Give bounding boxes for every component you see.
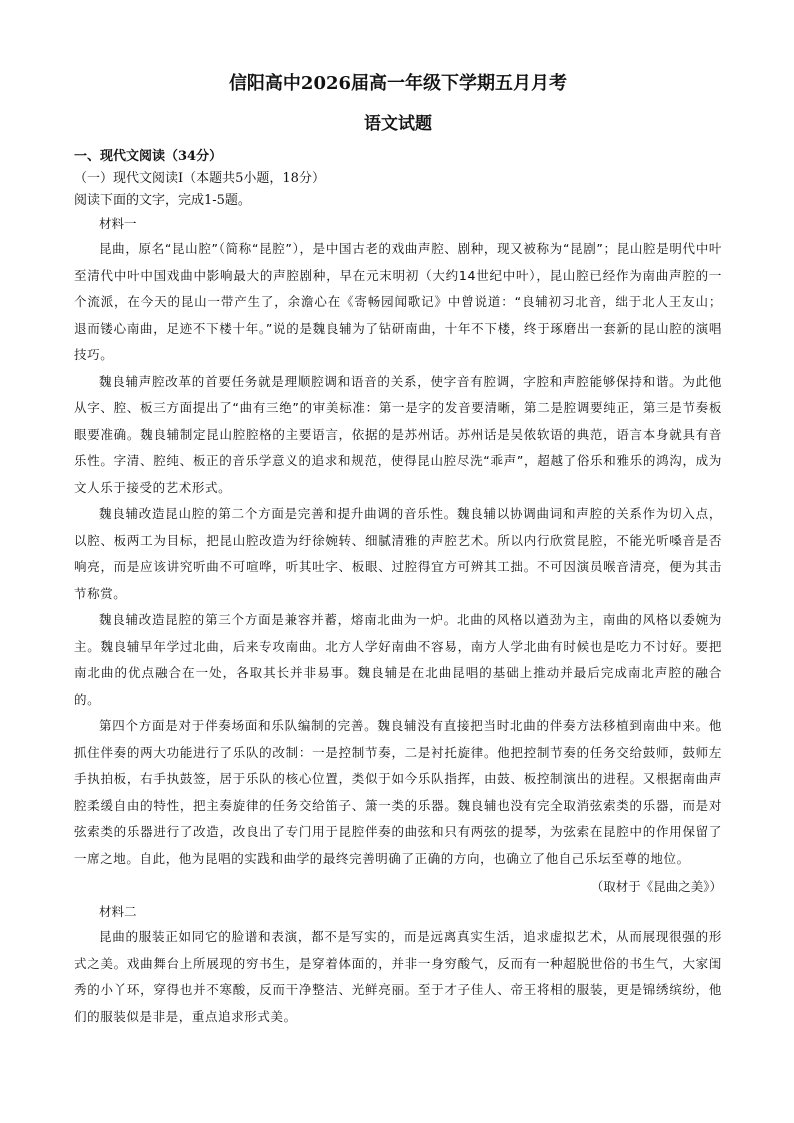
material-one-source: （取材于《昆曲之美》） (590, 879, 722, 894)
material-two-label: 材料二 (99, 904, 137, 919)
part-heading: （一）现代文阅读Ⅰ（本题共5小题，18分） (74, 171, 325, 186)
section-heading: 一、现代文阅读（34分） (74, 149, 223, 164)
exam-subtitle: 语文试题 (364, 114, 432, 134)
material-one-paragraph: 第四个方面是对于伴奏场面和乐队编制的完善。魏良辅没有直接把当时北曲的伴奏方法移植到南曲中来。他抓住伴奏的两大功能进行了乐队的改制：一是控制节奏，二是衬托旋律。他把控制节奏的任务交给鼓师，鼓师左手执拍板，右手执鼓签，居于乐队的核心位置，类似于如今乐队指挥，由鼓、板控制演出的进程。又根据南曲声腔柔缓自由的特性，把主奏旋律的任务交给笛子、箫一类的乐器。魏良辅也没有完全取消弦索类的乐器，而是对弦索类的乐器进行了改造，改良出了专门用于昆腔伴奏的曲弦和只有两弦的提琴，为弦索在昆腔中的作用保留了一席之地。自此，他为昆唱的实践和曲学的最终完善明确了正确的方向，也确立了他自己乐坛至尊的地位。 (74, 718, 722, 866)
material-one-paragraph: 魏良辅声腔改革的首要任务就是理顺腔调和语音的关系，使字音有腔调，字腔和声腔能够保持和谐。为此他从字、腔、板三方面提出了“曲有三绝”的审美标准：第一是字的发音要清晰，第二是腔调要纯正，第三是节奏板眼要准确。魏良辅制定昆山腔腔格的主要语言，依据的是苏州话。苏州话是吴侬软语的典范，语言本身就具有音乐性。字清、腔纯、板正的音乐学意义的追求和规范，使得昆山腔尽洗“乖声”，超越了俗乐和雅乐的鸿沟，成为文人乐于接受的艺术形式。 (74, 373, 722, 495)
material-one-label: 材料一 (99, 216, 137, 231)
material-one-paragraph: 魏良辅改造昆腔的第三个方面是兼容并蓄，熔南北曲为一炉。北曲的风格以遒劲为主，南曲的风格以委婉为主。魏良辅早年学过北曲，后来专攻南曲。北方人学好南曲不容易，南方人学北曲有时候也是吃力不讨好。要把南北曲的优点融合在一处，各取其长并非易事。魏良辅是在北曲昆唱的基础上推动并最后完成南北声腔的融合的。 (74, 612, 722, 707)
material-two (74, 900, 722, 1030)
material-two-paragraph: 昆曲的服装正如同它的脸谱和表演，都不是写实的，而是远离真实生活，追求虚拟艺术，从而展现很强的形式之美。戏曲舞台上所展现的穷书生，是穿着体面的，并非一身穷酸气，反而有一种超脱世俗的书生气，大家闺秀的小丫环，穿得也并不寒酸，反而干净整洁、光鲜亮丽。至于才子佳人、帝王将相的服装，更是锦绣缤纷，他们的服装似是非是，重点追求形式美。 (74, 929, 722, 1024)
exam-title: 信阳高中2026届高一年级下学期五月月考 (228, 73, 568, 94)
material-one-paragraph: 昆曲，原名“昆山腔”（简称“昆腔”），是中国古老的戏曲声腔、剧种，现又被称为“昆剧”；昆山腔是明代中叶至清代中叶中国戏曲中影响最大的声腔剧种，早在元末明初（大约14世纪中叶），昆山腔已经作为南曲声腔的一个流派，在今天的昆山一带产生了，余澹心在《寄畅园闻歌记》中曾说道：“良辅初习北音，绌于北人王友山；退而镂心南曲，足迹不下楼十年。”说的是魏良辅为了钻研南曲，十年不下楼，终于琢磨出一套新的昆山腔的演唱技巧。 (74, 241, 722, 362)
material-one (74, 212, 722, 900)
reading-instruction: 阅读下面的文字，完成1-5题。 (74, 193, 251, 208)
material-one-paragraph: 魏良辅改造昆山腔的第二个方面是完善和提升曲调的音乐性。魏良辅以协调曲词和声腔的关系作为切入点，以腔、板两工为目标，把昆山腔改造为纡徐婉转、细腻清雅的声腔艺术。所以内行欣赏昆腔，不能光听嗓音是否响亮，而是应该讲究听曲不可喧哗，听其吐字、板眼、过腔得宜方可辨其工拙。不可因演员喉音清亮，便为其击节称赏。 (74, 506, 722, 601)
